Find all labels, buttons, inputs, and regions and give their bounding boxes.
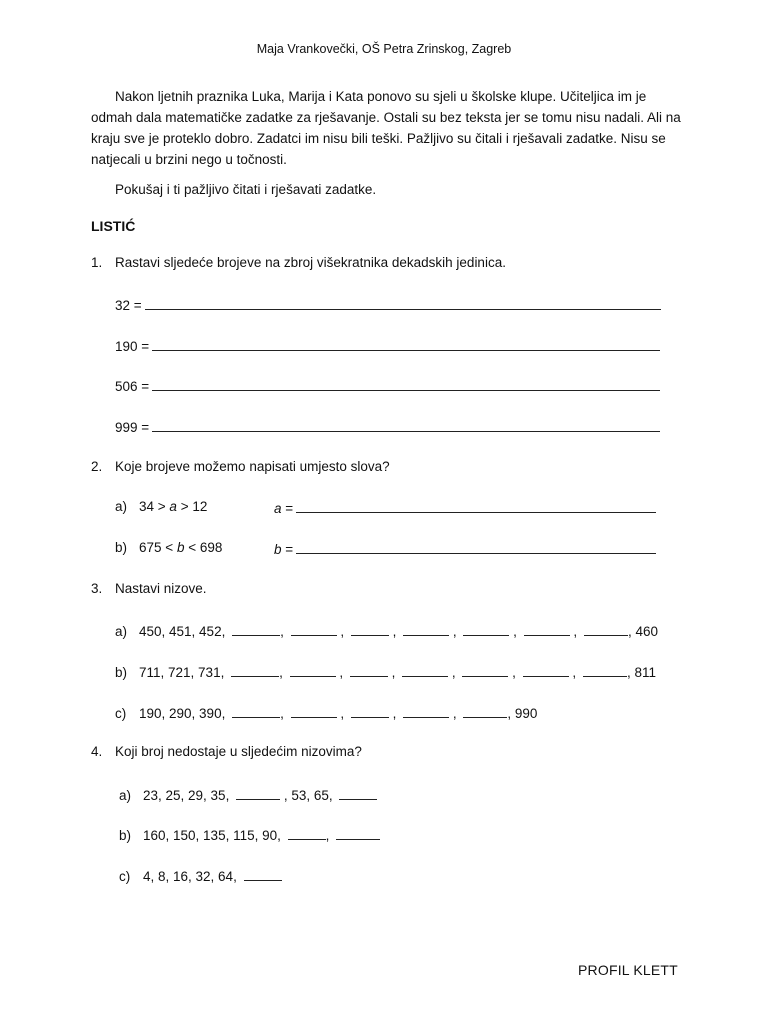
sequence-end: , 811 xyxy=(626,665,656,680)
task-3c-row: c) 190, 290, 390, , , , , , 990 xyxy=(115,706,538,721)
answer-line[interactable] xyxy=(296,540,656,554)
row-label: 190 = xyxy=(115,339,150,354)
blank[interactable] xyxy=(232,622,280,636)
task-2a-row xyxy=(115,499,675,514)
blank[interactable] xyxy=(231,663,279,677)
inequality-right: < 698 xyxy=(188,540,223,555)
answer-line[interactable] xyxy=(296,499,656,513)
blank[interactable] xyxy=(290,663,336,677)
inequality-left: 34 > xyxy=(139,499,166,514)
answer-line[interactable] xyxy=(152,377,660,391)
task-3b-row: b) 711, 721, 731, , , , , , , , 811 xyxy=(115,665,656,680)
inequality-right: > 12 xyxy=(180,499,208,514)
blank[interactable] xyxy=(523,663,569,677)
worksheet-title: LISTIĆ xyxy=(91,218,136,234)
task-text: Koje brojeve možemo napisati umjesto slova? xyxy=(115,459,390,474)
row-label: 32 = xyxy=(115,298,142,313)
blank[interactable] xyxy=(291,704,337,718)
blank[interactable] xyxy=(291,622,337,636)
task-1-row xyxy=(115,296,661,313)
row-label: 999 = xyxy=(115,420,150,435)
blank[interactable] xyxy=(339,786,377,800)
task-3-heading xyxy=(91,581,207,596)
task-1-row xyxy=(115,337,660,354)
blank[interactable] xyxy=(584,622,628,636)
variable: a xyxy=(169,499,177,514)
task-text: Koji broj nedostaje u sljedećim nizovima? xyxy=(115,744,362,759)
task-number: 3. xyxy=(91,581,103,596)
answer-group xyxy=(274,499,656,516)
variable: b xyxy=(176,540,185,555)
blank[interactable] xyxy=(524,622,570,636)
sequence-start: 23, 25, 29, 35, xyxy=(143,788,230,803)
answer-line[interactable] xyxy=(152,418,660,432)
task-text: Nastavi nizove. xyxy=(115,581,207,596)
row-label: 506 = xyxy=(115,379,150,394)
blank[interactable] xyxy=(403,704,449,718)
answer-line[interactable] xyxy=(145,296,661,310)
equals-sign: = xyxy=(285,501,294,516)
variable: b xyxy=(274,542,282,557)
task-1-row xyxy=(115,418,660,435)
blank[interactable] xyxy=(463,704,507,718)
task-text: Rastavi sljedeće brojeve na zbroj višekratnika dekadskih jedinica. xyxy=(115,255,506,270)
sequence-start: 190, 290, 390, xyxy=(139,706,226,721)
blank[interactable] xyxy=(583,663,627,677)
sequence-mid: , xyxy=(325,828,330,843)
task-2b-row xyxy=(115,540,675,555)
sequence-mid: , 53, 65, xyxy=(283,788,333,803)
blank[interactable] xyxy=(288,826,326,840)
sub-label: c) xyxy=(115,706,127,721)
blank[interactable] xyxy=(351,622,389,636)
task-2-heading xyxy=(91,459,390,474)
answer-group xyxy=(274,540,656,557)
sequence-start: 711, 721, 731, xyxy=(139,665,225,680)
prompt-text: Pokušaj i ti pažljivo čitati i rješavati zadatke. xyxy=(115,182,377,197)
sub-label: a) xyxy=(119,788,132,803)
sub-label: a) xyxy=(115,624,128,639)
blank[interactable] xyxy=(336,826,380,840)
task-number: 1. xyxy=(91,255,103,270)
blank[interactable] xyxy=(463,622,509,636)
sequence-start: 450, 451, 452, xyxy=(139,624,226,639)
blank[interactable] xyxy=(403,622,449,636)
task-number: 4. xyxy=(91,744,103,759)
answer-line[interactable] xyxy=(152,337,660,351)
sub-label: b) xyxy=(115,665,128,680)
task-number: 2. xyxy=(91,459,103,474)
variable: a xyxy=(274,501,282,516)
task-1-row xyxy=(115,377,660,394)
publisher-footer: PROFIL KLETT xyxy=(578,962,678,978)
intro-paragraph: Nakon ljetnih praznika Luka, Marija i Kata ponovo su sjeli u školske klupe. Učiteljica im je odmah dala matematičke zadatke za rješavanje. Ostali su bez teksta jer se tomu nisu nadali. Ali na kraju sve je proteklo dobro. Zadatci im nisu bili teški. Pažljivo su čitali i rješavali zadatke. Nisu se natjecali u brzini nego u točnosti. xyxy=(91,89,681,167)
equals-sign: = xyxy=(285,542,294,557)
sequence-start: 4, 8, 16, 32, 64, xyxy=(143,869,237,884)
blank[interactable] xyxy=(350,663,388,677)
inequality-left: 675 < xyxy=(139,540,174,555)
sub-label: a) xyxy=(115,499,128,514)
task-4a-row xyxy=(119,786,377,803)
task-1-heading xyxy=(91,255,506,270)
sequence-start: 160, 150, 135, 115, 90, xyxy=(143,828,281,843)
blank[interactable] xyxy=(244,867,282,881)
blank[interactable] xyxy=(402,663,448,677)
author-header: Maja Vrankovečki, OŠ Petra Zrinskog, Zagreb xyxy=(256,42,512,56)
blank[interactable] xyxy=(351,704,389,718)
blank[interactable] xyxy=(462,663,508,677)
sub-label: b) xyxy=(119,828,132,843)
sequence-end: , 990 xyxy=(507,706,538,721)
task-4-heading xyxy=(91,744,362,759)
task-4b-row xyxy=(119,826,380,843)
task-3a-row: a) 450, 451, 452, , , , , , , , 460 xyxy=(115,624,658,639)
sequence-end: , 460 xyxy=(627,624,658,639)
blank[interactable] xyxy=(236,786,280,800)
sub-label: c) xyxy=(119,869,131,884)
blank[interactable] xyxy=(232,704,280,718)
task-4c-row xyxy=(119,867,282,884)
sub-label: b) xyxy=(115,540,128,555)
